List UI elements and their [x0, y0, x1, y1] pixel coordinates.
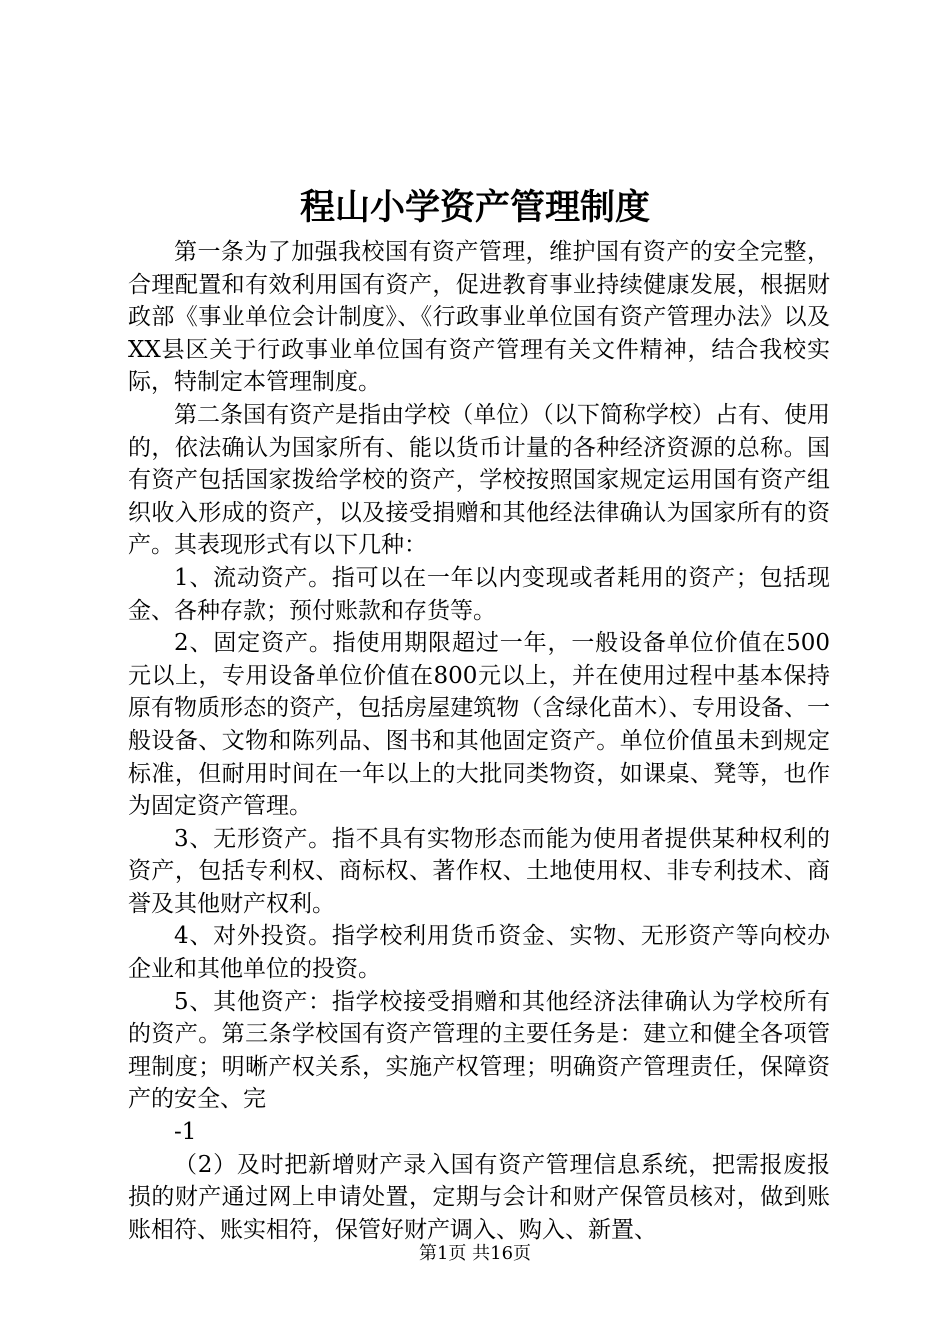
- paragraph-item-2: （2）及时把新增财产录入国有资产管理信息系统，把需报废报损的财产通过网上申请处置，定期与会计和财产保管员核对，做到账账相符、账实相符，保管好财产调入、购入、新置、: [128, 1151, 830, 1243]
- paragraph-fixed-assets: 2、固定资产。指使用期限超过一年，一般设备单位价值在500元以上，专用设备单位价值在800元以上，并在使用过程中基本保持原有物质形态的资产，包括房屋建筑物（含绿化苗木）、专用设备、一般设备、文物和陈列品、图书和其他固定资产。单位价值虽未到规定标准，但耐用时间在一年以上的大批同类物资，如课桌、凳等，也作为固定资产管理。: [128, 630, 830, 820]
- paragraph-external-investment: 4、对外投资。指学校利用货币资金、实物、无形资产等向校办企业和其他单位的投资。: [128, 923, 830, 983]
- paragraph-other-assets: 5、其他资产：指学校接受捐赠和其他经济法律确认为学校所有的资产。第三条学校国有资产管理的主要任务是：建立和健全各项管理制度；明晰产权关系，实施产权管理；明确资产管理责任，保障资产的安全、完: [128, 988, 830, 1113]
- inline-page-mark: -1: [174, 1119, 197, 1146]
- paragraph-intangible-assets: 3、无形资产。指不具有实物形态而能为使用者提供某种权利的资产，包括专利权、商标权、著作权、土地使用权、非专利技术、商誉及其他财产权利。: [128, 825, 830, 917]
- paragraph-current-assets: 1、流动资产。指可以在一年以内变现或者耗用的资产；包括现金、各种存款；预付账款和存货等。: [128, 564, 830, 624]
- document-title: 程山小学资产管理制度: [299, 187, 650, 228]
- page-footer: 第1页 共16页: [418, 1243, 532, 1264]
- paragraph-article-1: 第一条为了加强我校国有资产管理，维护国有资产的安全完整，合理配置和有效利用国有资产，促进教育事业持续健康发展，根据财政部《事业单位会计制度》、《行政事业单位国有资产管理办法》以及XX县区关于行政事业单位国有资产管理有关文件精神，结合我校实际，特制定本管理制度。: [128, 239, 830, 396]
- paragraph-article-2: 第二条国有资产是指由学校（单位）（以下简称学校）占有、使用的，依法确认为国家所有、能以货币计量的各种经济资源的总称。国有资产包括国家拨给学校的资产，学校按照国家规定运用国有资产组织收入形成的资产，以及接受捐赠和其他经法律确认为国家所有的资产。其表现形式有以下几种：: [128, 401, 830, 559]
- document-body: [128, 236, 830, 1246]
